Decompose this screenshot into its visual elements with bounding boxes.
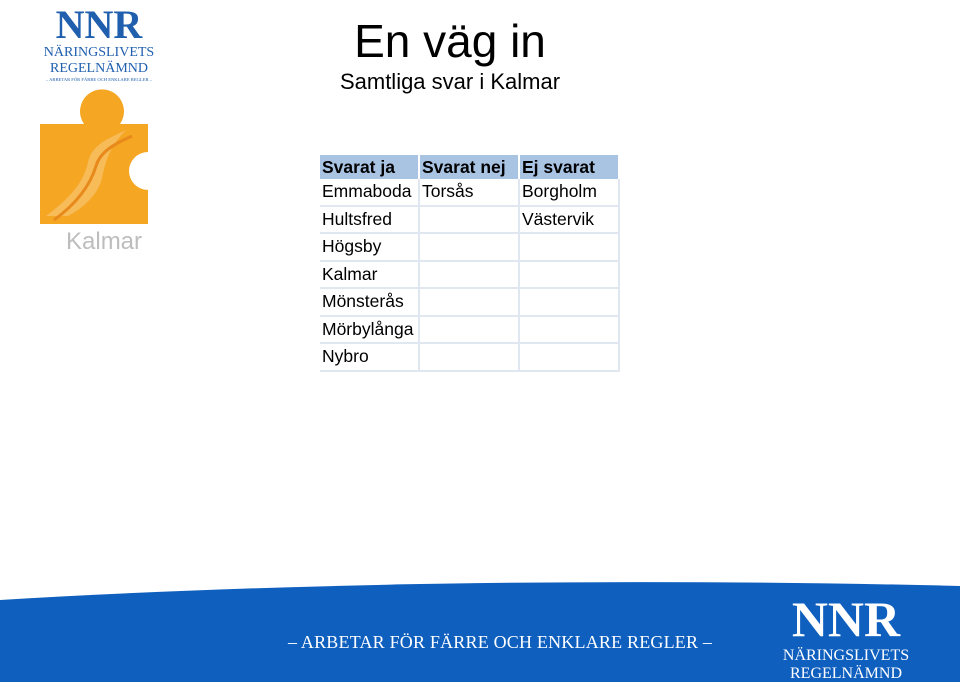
page-subtitle: Samtliga svar i Kalmar (339, 69, 561, 94)
table-row (320, 206, 619, 234)
header-cell-svarat-nej: Svarat nej (419, 155, 519, 179)
table-row (320, 343, 619, 371)
region-label: Kalmar (66, 228, 143, 255)
page-title: En väg in (354, 15, 546, 67)
table-cell (519, 316, 619, 344)
table-header-row (320, 155, 619, 179)
table-cell (519, 343, 619, 371)
table-cell: Mörbylånga (320, 316, 419, 344)
header-cell-svarat-ja: Svarat ja (320, 155, 419, 179)
table-cell: Högsby (320, 233, 419, 261)
table-cell (519, 261, 619, 289)
table-cell (419, 206, 519, 234)
table-row (320, 261, 619, 289)
logo-line2-text: REGELNÄMND (50, 61, 148, 76)
table-cell (419, 316, 519, 344)
table-cell: Borgholm (519, 179, 619, 206)
footer-logo-mark-text: NNR (791, 594, 901, 647)
logo-mark-text: NNR (55, 4, 143, 47)
footer-logo-line1-text: NÄRINGSLIVETS (782, 647, 910, 664)
footer-logo-line2-text: REGELNÄMND (790, 665, 902, 682)
answers-table (320, 155, 620, 372)
table-row (320, 179, 619, 206)
puzzle-piece-icon (40, 86, 150, 224)
table-row (320, 233, 619, 261)
table-cell: Mönsterås (320, 288, 419, 316)
table-cell: Västervik (519, 206, 619, 234)
table-cell (519, 288, 619, 316)
header-cell-ej-svarat: Ej svarat (519, 155, 619, 179)
logo-tagline-text: – ARBETAR FÖR FÄRRE OCH ENKLARE REGLER – (45, 77, 153, 82)
table-cell: Emmaboda (320, 179, 419, 206)
table-row (320, 316, 619, 344)
table-cell: Nybro (320, 343, 419, 371)
table-cell (419, 233, 519, 261)
table-cell (419, 288, 519, 316)
table-cell: Torsås (419, 179, 519, 206)
table-cell: Hultsfred (320, 206, 419, 234)
logo-line1-text: NÄRINGSLIVETS (43, 45, 155, 60)
nnr-logo-footer (772, 594, 920, 682)
table-cell (419, 343, 519, 371)
footer-tagline: – ARBETAR FÖR FÄRRE OCH ENKLARE REGLER – (288, 632, 713, 652)
table-row (320, 288, 619, 316)
table-cell: Kalmar (320, 261, 419, 289)
table-cell (419, 261, 519, 289)
table-cell (519, 233, 619, 261)
